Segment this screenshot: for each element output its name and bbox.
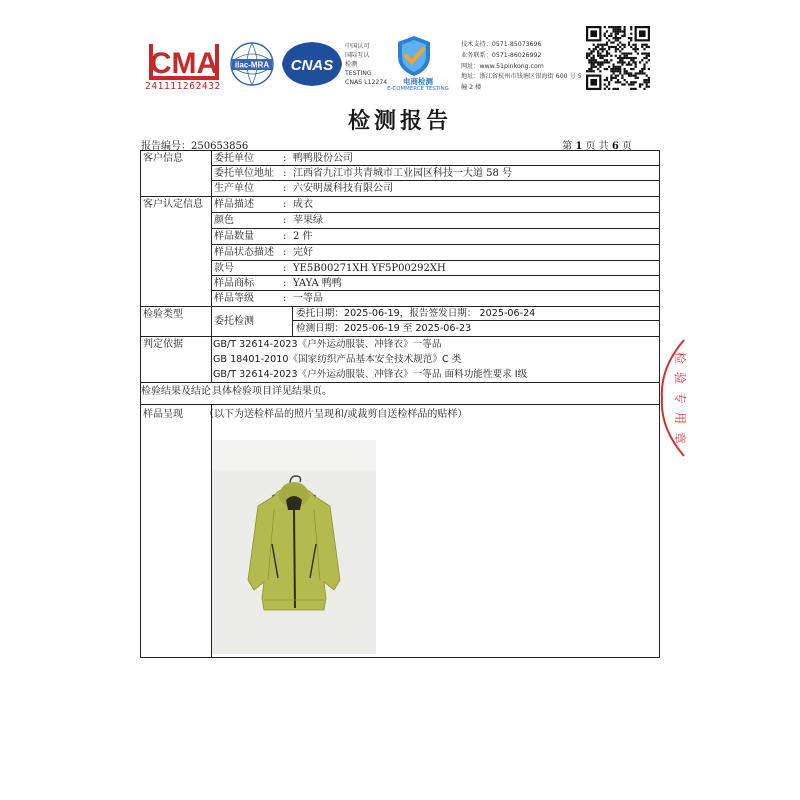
- cnas-text: CNAS: [290, 57, 334, 74]
- field-label: 样品状态描述: [214, 247, 274, 258]
- field-colon: :: [283, 278, 287, 289]
- inspection-seal: [656, 338, 696, 458]
- svg-text:章: 章: [673, 431, 687, 445]
- section-result: 检验结果及结论: [141, 386, 211, 397]
- brand-name-cn: 电商检测: [403, 77, 433, 86]
- sample-display-note: （以下为送检样品的照片呈现和/或裁剪自送检样品的贴样）: [204, 409, 468, 420]
- field-value: 完好: [293, 247, 313, 258]
- table-rule: [211, 165, 660, 166]
- field-value: 鸭鸭股份公司: [293, 153, 353, 164]
- table-rule: [211, 180, 660, 181]
- report-title: 检测报告: [347, 108, 452, 134]
- table-rule: [140, 404, 660, 405]
- table-rule: [211, 228, 660, 229]
- report-number: 报告编号：250653856: [141, 141, 249, 152]
- brand-name-en: E-COMMERCE TESTING: [387, 86, 449, 92]
- page-current: 1: [575, 141, 583, 152]
- cert-line: 检测: [345, 61, 358, 68]
- field-colon: :: [283, 263, 287, 274]
- svg-text:检: 检: [673, 351, 687, 365]
- table-rule: [211, 212, 660, 213]
- table-rule: [292, 320, 660, 321]
- result-text: 具体检验项目详见结果页。: [212, 386, 332, 397]
- field-colon: :: [283, 199, 287, 210]
- report-header: [0, 0, 800, 110]
- field-label: 生产单位: [214, 183, 254, 194]
- field-label: 样品数量: [214, 231, 254, 242]
- field-label: 样品等级: [214, 293, 254, 304]
- contact-line: 业务联系：0571-86026992: [461, 51, 542, 59]
- contact-line: 网址：www.51pinkong.com: [461, 62, 544, 70]
- table-rule: [292, 306, 293, 336]
- field-value: YAYA 鸭鸭: [293, 278, 342, 289]
- field-value: 江西省九江市共青城市工业园区科技一大道 58 号: [293, 168, 513, 179]
- table-rule: [211, 244, 660, 245]
- page-mid: 页 共: [582, 141, 612, 152]
- table-rule: [140, 382, 660, 383]
- sample-photo[interactable]: [212, 440, 376, 654]
- section-sample-info: 客户认定信息: [143, 199, 203, 210]
- cert-line: CNAS L12274: [345, 79, 388, 86]
- table-rule: [140, 196, 660, 197]
- cma-logo-text: CMA: [149, 47, 219, 80]
- field-label: 委托单位: [214, 153, 254, 164]
- section-basis: 判定依据: [143, 339, 183, 350]
- section-client-info: 客户信息: [143, 153, 183, 164]
- field-colon: :: [283, 168, 287, 179]
- field-colon: :: [283, 215, 287, 226]
- field-colon: :: [283, 231, 287, 242]
- section-inspection-type: 检验类型: [143, 309, 183, 320]
- table-rule: [140, 336, 660, 337]
- page-suffix: 页: [618, 141, 632, 152]
- field-value: 一等品: [293, 293, 323, 304]
- field-colon: :: [283, 247, 287, 258]
- contact-line: 地址：浙江省杭州市钱塘区银海街 600 号 5: [461, 73, 582, 81]
- commission-dates: 委托日期：2025-06-19，报告签发日期： 2025-06-24: [296, 308, 536, 319]
- field-label: 颜色: [214, 215, 234, 226]
- section-sample-display: 样品呈现: [143, 409, 183, 420]
- cert-line: TESTING: [345, 70, 372, 77]
- field-value: 六安明晟科技有限公司: [293, 183, 393, 194]
- page-total: 6: [611, 141, 619, 152]
- field-label: 委托单位地址: [214, 168, 274, 179]
- field-colon: :: [283, 153, 287, 164]
- field-value: YE5B00271XH YF5P00292XH: [293, 263, 446, 274]
- page-prefix: 第: [562, 141, 576, 152]
- field-value: 苹果绿: [293, 215, 323, 226]
- cert-line: 中国认可: [345, 43, 370, 50]
- basis-line: GB/T 32614-2023《户外运动服装、冲锋衣》一等品: [213, 339, 442, 350]
- field-colon: :: [283, 293, 287, 304]
- svg-text:验: 验: [673, 371, 687, 385]
- shield-check-icon: [394, 34, 434, 78]
- field-label: 样品描述: [214, 199, 254, 210]
- qr-code[interactable]: [586, 26, 650, 90]
- table-rule: [211, 260, 660, 261]
- field-label: 款号: [214, 263, 234, 274]
- field-value: 2 件: [293, 231, 313, 242]
- table-rule: [211, 290, 660, 291]
- cnas-logo: [279, 40, 345, 88]
- cert-line: 国际互认: [345, 52, 370, 59]
- table-rule: [211, 150, 212, 382]
- field-label: 样品商标: [214, 278, 254, 289]
- basis-line: GB 18401-2010《国家纺织产品基本安全技术规范》C 类: [213, 354, 462, 365]
- contact-info: [461, 40, 591, 94]
- svg-text:用: 用: [673, 411, 687, 425]
- svg-text:专: 专: [673, 391, 687, 405]
- basis-line: GB/T 32614-2023《户外运动服装、冲锋衣》一等品 面料功能性要求 Ⅰ级: [213, 369, 528, 380]
- cma-number: 241111262432: [145, 81, 221, 92]
- ilac-mra-logo: [228, 40, 276, 88]
- contact-line: 幢 2 楼: [461, 84, 482, 92]
- testing-dates: 检测日期：2025-06-19 至 2025-06-23: [296, 323, 472, 334]
- contact-line: 技术支持：0571-85073696: [461, 41, 542, 48]
- field-value: 成衣: [293, 199, 313, 210]
- ilac-text: ilac-MRA: [234, 60, 270, 70]
- field-colon: :: [283, 183, 287, 194]
- inspection-type-value: 委托检测: [214, 316, 254, 327]
- table-rule: [211, 275, 660, 276]
